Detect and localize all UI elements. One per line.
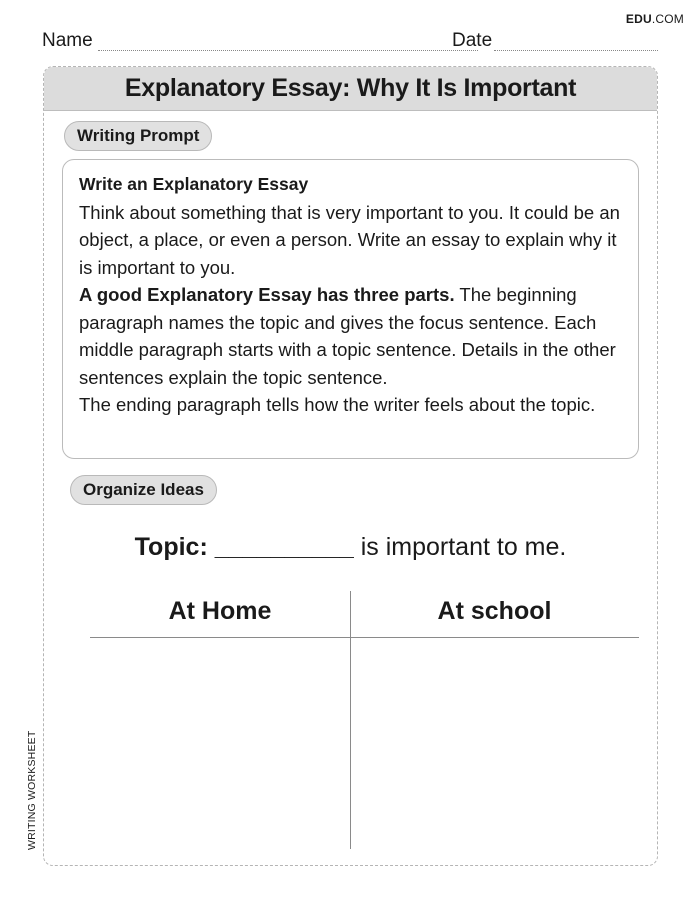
- t-chart: [90, 591, 639, 849]
- name-date-bar: [42, 30, 658, 54]
- prompt-paragraph-2-bold: A good Explanatory Essay has three parts.: [79, 284, 455, 305]
- t-chart-header-home: At Home: [168, 597, 272, 625]
- writing-prompt-box: [62, 159, 639, 459]
- organize-ideas-pill: Organize Ideas: [70, 475, 217, 505]
- prompt-paragraph-3: The ending paragraph tells how the writer feels about the topic.: [79, 394, 596, 415]
- t-chart-horizontal-line: [90, 637, 639, 638]
- date-label: Date: [452, 30, 493, 51]
- worksheet-frame: [43, 66, 658, 866]
- prompt-paragraph-2: [79, 281, 626, 391]
- prompt-heading: Write an Explanatory Essay: [79, 174, 309, 194]
- name-field[interactable]: [98, 50, 478, 51]
- prompt-paragraph-1: Think about something that is very important to you. It could be an object, a place, or even a person. Write an essay to explain why it is important to you.: [79, 201, 620, 278]
- side-category-label: WRITING WORKSHEET: [26, 730, 38, 850]
- topic-blank[interactable]: __________: [207, 533, 354, 561]
- topic-rest: is important to me.: [353, 533, 567, 561]
- prompt-paragraph-2-rest: The beginning paragraph names the topic and gives the focus sentence. Each middle paragraph starts with a topic sentence. Details in the other sentences explain the topic sentence.: [79, 284, 616, 388]
- topic-label: Topic:: [134, 533, 208, 561]
- topic-sentence: [44, 533, 657, 562]
- t-chart-header-school: At school: [437, 597, 552, 625]
- date-field[interactable]: [494, 50, 658, 51]
- brand-logo-suffix: .COM: [651, 12, 684, 26]
- brand-logo: [626, 12, 684, 26]
- worksheet-title: Explanatory Essay: Why It Is Important: [44, 67, 657, 111]
- t-chart-vertical-line: [350, 591, 351, 849]
- name-label: Name: [42, 30, 93, 51]
- writing-prompt-pill: Writing Prompt: [64, 121, 212, 151]
- brand-logo-bold: EDU: [625, 12, 652, 26]
